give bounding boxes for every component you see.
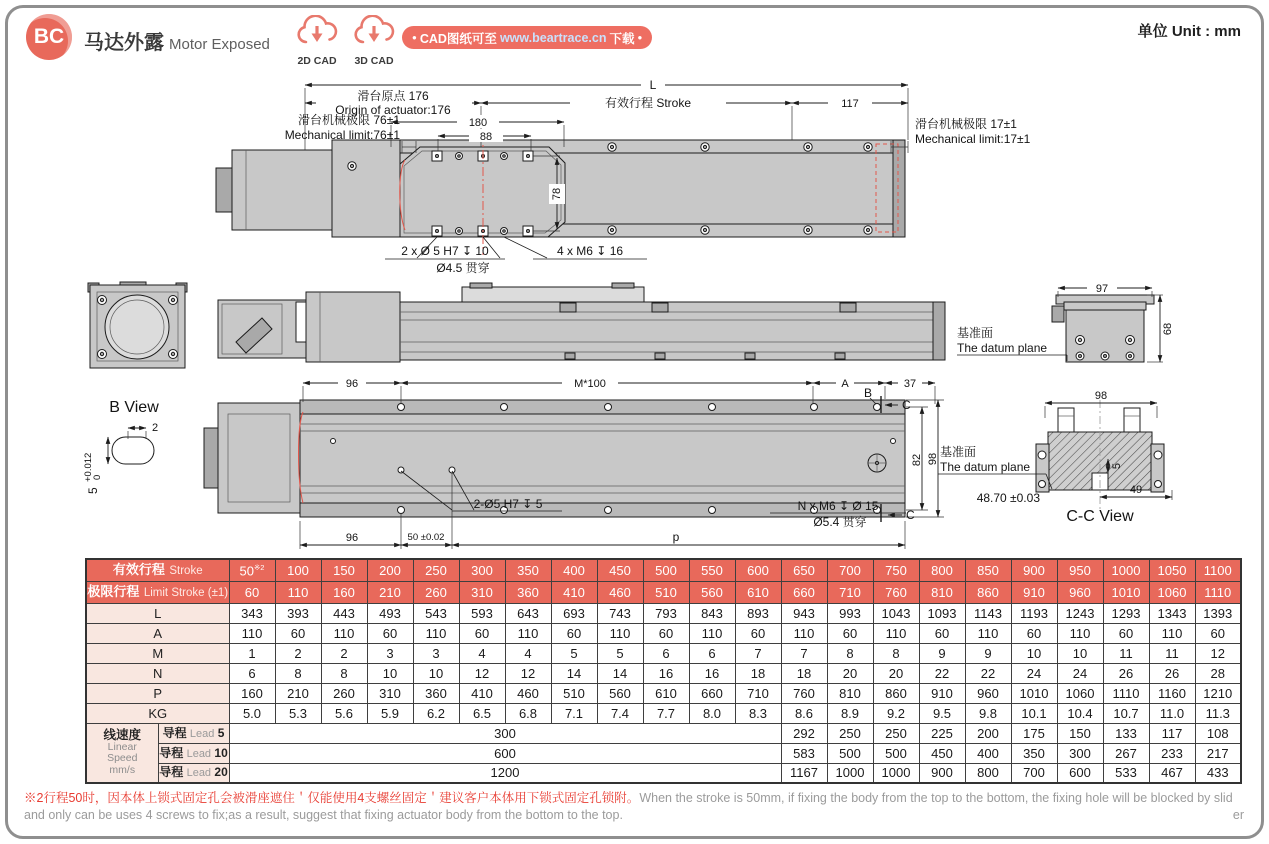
spec-cell: 160 <box>229 683 275 703</box>
speed-cell: 292 <box>781 723 827 743</box>
limit-stroke-cell: 60 <box>229 581 275 603</box>
spec-cell: 110 <box>689 623 735 643</box>
spec-cell: 743 <box>597 603 643 623</box>
dim-97-label: 97 <box>1095 283 1109 295</box>
callout-pin-label: 2 x Ø 5 H7 ↧ 10 <box>401 244 489 258</box>
page-title <box>84 26 270 55</box>
speed-cell: 133 <box>1103 723 1149 743</box>
stroke-row-label: 有效行程 Stroke <box>86 559 229 581</box>
dim-98-cc-label: 98 <box>1094 390 1108 402</box>
stroke-col-header: 900 <box>1011 559 1057 581</box>
cad-3d-label: 3D CAD <box>354 55 394 67</box>
spec-cell: 9.2 <box>873 703 919 723</box>
spec-cell: 60 <box>919 623 965 643</box>
pill-url: www.beartrace.cn <box>499 30 607 45</box>
spec-cell: 26 <box>1149 663 1195 683</box>
limit-stroke-cell: 960 <box>1057 581 1103 603</box>
limit-stroke-cell: 310 <box>459 581 505 603</box>
spec-cell: 510 <box>551 683 597 703</box>
speed-cell: 467 <box>1149 763 1195 783</box>
limit-stroke-cell: 1010 <box>1103 581 1149 603</box>
spec-cell: 16 <box>689 663 735 683</box>
spec-cell: 60 <box>1011 623 1057 643</box>
spec-cell: 110 <box>965 623 1011 643</box>
spec-cell: 1243 <box>1057 603 1103 623</box>
spec-cell: 1210 <box>1195 683 1241 703</box>
stroke-col-header: 100 <box>275 559 321 581</box>
spec-cell: 5.0 <box>229 703 275 723</box>
spec-cell: 11.0 <box>1149 703 1195 723</box>
limit-stroke-cell: 760 <box>873 581 919 603</box>
spec-cell: 710 <box>735 683 781 703</box>
unit-label: 单位 Unit : mm <box>1137 23 1241 40</box>
speed-cell: 250 <box>827 723 873 743</box>
spec-row-label: P <box>86 683 229 703</box>
callout-pin2-label: Ø4.5 贯穿 <box>436 261 490 275</box>
spec-cell: 8.6 <box>781 703 827 723</box>
spec-cell: 1143 <box>965 603 1011 623</box>
datum-cc-label-zh: 基准面 <box>940 445 977 459</box>
dim-88-label: 88 <box>479 131 493 143</box>
speed-cell: 233 <box>1149 743 1195 763</box>
dim-5-tolerance-label <box>83 453 103 494</box>
spec-cell: 6 <box>643 643 689 663</box>
limit-stroke-cell: 810 <box>919 581 965 603</box>
spec-cell: 660 <box>689 683 735 703</box>
title-zh: 马达外露 <box>84 32 164 54</box>
spec-cell: 393 <box>275 603 321 623</box>
spec-cell: 16 <box>643 663 689 683</box>
spec-cell: 260 <box>321 683 367 703</box>
spec-cell: 8.3 <box>735 703 781 723</box>
spec-cell: 110 <box>781 623 827 643</box>
spec-cell: 11 <box>1103 643 1149 663</box>
b-view-title: B View <box>109 399 159 416</box>
spec-cell: 993 <box>827 603 873 623</box>
mech-limit-right-zh: 滑台机械极限 17±1 <box>915 117 1017 131</box>
spec-cell: 7 <box>735 643 781 663</box>
spec-cell: 860 <box>873 683 919 703</box>
spec-cell: 610 <box>643 683 689 703</box>
spec-cell: 110 <box>873 623 919 643</box>
stroke-col-header: 950 <box>1057 559 1103 581</box>
spec-cell: 110 <box>505 623 551 643</box>
spec-cell: 10 <box>413 663 459 683</box>
spec-cell: 7.4 <box>597 703 643 723</box>
cad-2d-download[interactable] <box>291 15 343 67</box>
limit-stroke-cell: 110 <box>275 581 321 603</box>
dim-96-top-label: 96 <box>345 378 359 390</box>
origin-label-zh: 滑台原点 176 <box>357 89 429 103</box>
side-view-drawing <box>1052 295 1154 362</box>
spec-cell: 10.7 <box>1103 703 1149 723</box>
spec-cell: 11.3 <box>1195 703 1241 723</box>
limit-stroke-cell: 860 <box>965 581 1011 603</box>
spec-cell: 1160 <box>1149 683 1195 703</box>
spec-cell: 6 <box>689 643 735 663</box>
spec-cell: 493 <box>367 603 413 623</box>
dim-2-label: 2 <box>152 422 159 434</box>
stroke-col-header: 350 <box>505 559 551 581</box>
spec-cell: 60 <box>367 623 413 643</box>
spec-cell: 2 <box>275 643 321 663</box>
spec-cell: 843 <box>689 603 735 623</box>
speed-cell: 433 <box>1195 763 1241 783</box>
stroke-col-header: 150 <box>321 559 367 581</box>
datum-label-en: The datum plane <box>957 341 1048 355</box>
spec-cell: 26 <box>1103 663 1149 683</box>
spec-cell: 6.5 <box>459 703 505 723</box>
spec-cell: 60 <box>735 623 781 643</box>
front-view-drawing <box>88 282 187 368</box>
callout-m6-bottom-label: N x M6 ↧ Ø 15 <box>797 499 879 513</box>
bullet-icon: ● <box>637 33 643 42</box>
spec-cell: 7 <box>781 643 827 663</box>
callout-m6-bottom2-label: Ø5.4 贯穿 <box>813 515 867 529</box>
spec-cell: 24 <box>1057 663 1103 683</box>
limit-stroke-cell: 510 <box>643 581 689 603</box>
footnote-zh: ※2行程50时，因本体上锁式固定孔会被滑座遮住＇仅能使用4支螺丝固定＇建议客户本体用下锁式固定孔锁附。 <box>24 791 640 805</box>
mech-limit-left-zh: 滑台机械极限 76±1 <box>298 113 400 127</box>
label-c-bottom: C <box>906 508 915 522</box>
spec-cell: 10 <box>367 663 413 683</box>
dim-37-label: 37 <box>903 378 917 390</box>
spec-cell: 5.3 <box>275 703 321 723</box>
spec-cell: 1060 <box>1057 683 1103 703</box>
cloud-download-icon <box>294 15 340 51</box>
label-a: A <box>841 378 849 390</box>
stroke-col-header: 550 <box>689 559 735 581</box>
spec-cell: 5.6 <box>321 703 367 723</box>
callout-pin-bottom-label: 2-Ø5 H7 ↧ 5 <box>473 497 543 511</box>
spec-cell: 20 <box>873 663 919 683</box>
spec-cell: 4 <box>459 643 505 663</box>
speed-cell: 217 <box>1195 743 1241 763</box>
spec-cell: 560 <box>597 683 643 703</box>
speed-cell: 700 <box>1011 763 1057 783</box>
dim-L-label: L <box>649 78 657 92</box>
spec-cell: 60 <box>275 623 321 643</box>
spec-cell: 1193 <box>1011 603 1057 623</box>
tol-lower-label: 0 <box>92 474 103 480</box>
spec-cell: 8 <box>873 643 919 663</box>
spec-cell: 1093 <box>919 603 965 623</box>
limit-stroke-cell: 910 <box>1011 581 1057 603</box>
limit-stroke-cell: 660 <box>781 581 827 603</box>
spec-cell: 110 <box>597 623 643 643</box>
spec-cell: 8 <box>321 663 367 683</box>
dim-117-label: 117 <box>841 98 859 110</box>
spec-row-label: KG <box>86 703 229 723</box>
spec-cell: 60 <box>1195 623 1241 643</box>
speed-cell: 1000 <box>827 763 873 783</box>
dim-4870-label: 48.70 ±0.03 <box>976 491 1040 505</box>
dim-p-label: p <box>672 530 680 544</box>
limit-stroke-cell: 260 <box>413 581 459 603</box>
speed-merged-cell: 300 <box>229 723 781 743</box>
spec-cell: 1393 <box>1195 603 1241 623</box>
spec-cell: 543 <box>413 603 459 623</box>
cc-section-drawing <box>1036 400 1164 512</box>
spec-cell: 593 <box>459 603 505 623</box>
spec-table <box>85 558 1242 784</box>
model-badge: BC <box>26 14 72 60</box>
speed-cell: 175 <box>1011 723 1057 743</box>
footnote-en2: and only can be uses 4 screws to fix;as a result, suggest that fixing actuator body from the bottom to the top. <box>24 807 623 822</box>
speed-cell: 225 <box>919 723 965 743</box>
spec-cell: 6 <box>229 663 275 683</box>
lead-row-label: 导程 Lead 5 <box>158 723 229 743</box>
spec-cell: 110 <box>1149 623 1195 643</box>
spec-cell: 443 <box>321 603 367 623</box>
origin-label-en: Origin of actuator:176 <box>335 103 451 117</box>
dim-68-label: 68 <box>1162 322 1174 336</box>
spec-cell: 360 <box>413 683 459 703</box>
dim-82-label: 82 <box>911 453 923 467</box>
speed-cell: 200 <box>965 723 1011 743</box>
speed-cell: 800 <box>965 763 1011 783</box>
spec-cell: 793 <box>643 603 689 623</box>
cad-2d-label: 2D CAD <box>297 55 337 67</box>
linear-speed-label: 线速度 Linear Speed mm/s <box>86 723 158 783</box>
lead-row-label: 导程 Lead 20 <box>158 763 229 783</box>
speed-cell: 1167 <box>781 763 827 783</box>
limit-stroke-cell: 1060 <box>1149 581 1195 603</box>
speed-cell: 583 <box>781 743 827 763</box>
spec-cell: 1343 <box>1149 603 1195 623</box>
spec-cell: 310 <box>367 683 413 703</box>
stroke-col-header: 200 <box>367 559 413 581</box>
spec-cell: 1 <box>229 643 275 663</box>
spec-row-label: N <box>86 663 229 683</box>
spec-cell: 60 <box>1103 623 1149 643</box>
cc-view-title: C-C View <box>1066 508 1134 525</box>
spec-cell: 12 <box>505 663 551 683</box>
bullet-icon: ● <box>412 33 417 42</box>
stroke-col-header: 300 <box>459 559 505 581</box>
dim-5-label: 5 <box>86 487 100 494</box>
stroke-col-header: 850 <box>965 559 1011 581</box>
dim-m100-label: M*100 <box>574 378 606 390</box>
spec-cell: 2 <box>321 643 367 663</box>
spec-cell: 8.9 <box>827 703 873 723</box>
spec-cell: 18 <box>781 663 827 683</box>
spec-cell: 9 <box>965 643 1011 663</box>
speed-cell: 1000 <box>873 763 919 783</box>
spec-cell: 6.2 <box>413 703 459 723</box>
stroke-col-header: 1050 <box>1149 559 1195 581</box>
spec-cell: 643 <box>505 603 551 623</box>
spec-cell: 9 <box>919 643 965 663</box>
limit-stroke-cell: 610 <box>735 581 781 603</box>
spec-cell: 12 <box>1195 643 1241 663</box>
label-b: B <box>863 386 873 400</box>
spec-cell: 14 <box>597 663 643 683</box>
speed-cell: 117 <box>1149 723 1195 743</box>
spec-cell: 760 <box>781 683 827 703</box>
spec-cell: 8 <box>827 643 873 663</box>
speed-cell: 108 <box>1195 723 1241 743</box>
spec-cell: 343 <box>229 603 275 623</box>
speed-cell: 300 <box>1057 743 1103 763</box>
b-view-drawing <box>112 437 154 464</box>
spec-cell: 1043 <box>873 603 919 623</box>
datum-cc-label-en: The datum plane <box>940 460 1031 474</box>
spec-cell: 14 <box>551 663 597 683</box>
cad-3d-download[interactable] <box>348 15 400 67</box>
pill-text-2: 下载 <box>609 31 635 46</box>
speed-cell: 450 <box>919 743 965 763</box>
spec-cell: 3 <box>367 643 413 663</box>
spec-cell: 22 <box>965 663 1011 683</box>
side-elevation-drawing <box>218 283 945 362</box>
footnote-en1: When the stroke is 50mm, if fixing the body from the top to the bottom, the fixing hole will be blocked by slid <box>639 791 1233 805</box>
stroke-col-header: 500 <box>643 559 689 581</box>
spec-cell: 893 <box>735 603 781 623</box>
stroke-col-header: 750 <box>873 559 919 581</box>
mech-limit-left-en: Mechanical limit:76±1 <box>284 128 400 142</box>
spec-cell: 810 <box>827 683 873 703</box>
stroke-col-header: 600 <box>735 559 781 581</box>
spec-cell: 1010 <box>1011 683 1057 703</box>
spec-cell: 10.1 <box>1011 703 1057 723</box>
spec-cell: 60 <box>827 623 873 643</box>
spec-cell: 5 <box>551 643 597 663</box>
stroke-col-header: 1000 <box>1103 559 1149 581</box>
spec-cell: 5.9 <box>367 703 413 723</box>
spec-cell: 960 <box>965 683 1011 703</box>
spec-row-label: M <box>86 643 229 663</box>
spec-cell: 9.8 <box>965 703 1011 723</box>
dim-180-label: 180 <box>468 117 488 129</box>
spec-cell: 110 <box>229 623 275 643</box>
limit-stroke-cell: 410 <box>551 581 597 603</box>
spec-cell: 7.7 <box>643 703 689 723</box>
limit-stroke-cell: 360 <box>505 581 551 603</box>
callout-m6-label: 4 x M6 ↧ 16 <box>556 244 624 258</box>
dim-5-cc-label: 5 <box>1111 462 1123 470</box>
pill-text: CAD图纸可至 <box>419 31 497 46</box>
spec-cell: 28 <box>1195 663 1241 683</box>
stroke-col-header: 450 <box>597 559 643 581</box>
stroke-col-header: 700 <box>827 559 873 581</box>
dim-50-label: 50 ±0.02 <box>407 532 445 543</box>
speed-cell: 500 <box>873 743 919 763</box>
spec-cell: 60 <box>551 623 597 643</box>
stroke-col-header: 650 <box>781 559 827 581</box>
label-c-top: C <box>902 398 911 412</box>
spec-cell: 1110 <box>1103 683 1149 703</box>
spec-cell: 693 <box>551 603 597 623</box>
title-en: Motor Exposed <box>169 36 270 53</box>
stroke-col-header: 250 <box>413 559 459 581</box>
spec-cell: 6.8 <box>505 703 551 723</box>
spec-cell: 20 <box>827 663 873 683</box>
spec-cell: 18 <box>735 663 781 683</box>
speed-cell: 350 <box>1011 743 1057 763</box>
spec-cell: 10.4 <box>1057 703 1103 723</box>
dim-49-label: 49 <box>1129 484 1143 496</box>
limit-stroke-cell: 1110 <box>1195 581 1241 603</box>
mech-limit-right-en: Mechanical limit:17±1 <box>915 132 1031 146</box>
tol-upper-label: +0.012 <box>83 452 94 482</box>
stroke-col-header: 50$^{※2}$ <box>229 559 275 581</box>
spec-cell: 7.1 <box>551 703 597 723</box>
limit-stroke-cell: 560 <box>689 581 735 603</box>
spec-cell: 943 <box>781 603 827 623</box>
stroke-col-header: 400 <box>551 559 597 581</box>
spec-cell: 910 <box>919 683 965 703</box>
speed-cell: 500 <box>827 743 873 763</box>
speed-cell: 250 <box>873 723 919 743</box>
spec-row-label: A <box>86 623 229 643</box>
spec-cell: 460 <box>505 683 551 703</box>
stroke-col-header: 800 <box>919 559 965 581</box>
spec-cell: 10 <box>1057 643 1103 663</box>
dim-98-side-label: 98 <box>927 452 939 466</box>
technical-drawing <box>0 70 1269 558</box>
speed-merged-cell: 600 <box>229 743 781 763</box>
spec-cell: 12 <box>459 663 505 683</box>
limit-stroke-cell: 710 <box>827 581 873 603</box>
speed-cell: 400 <box>965 743 1011 763</box>
limit-stroke-cell: 160 <box>321 581 367 603</box>
spec-cell: 110 <box>413 623 459 643</box>
speed-cell: 600 <box>1057 763 1103 783</box>
spec-cell: 8.0 <box>689 703 735 723</box>
limit-stroke-cell: 460 <box>597 581 643 603</box>
limit-stroke-row-label: 极限行程 Limit Stroke (±1) <box>86 581 229 603</box>
spec-cell: 60 <box>459 623 505 643</box>
speed-cell: 150 <box>1057 723 1103 743</box>
spec-cell: 9.5 <box>919 703 965 723</box>
cad-download-link[interactable] <box>402 26 652 49</box>
spec-cell: 10 <box>1011 643 1057 663</box>
limit-stroke-cell: 210 <box>367 581 413 603</box>
datum-label-zh: 基准面 <box>957 326 994 340</box>
speed-merged-cell: 1200 <box>229 763 781 783</box>
spec-cell: 110 <box>1057 623 1103 643</box>
spec-cell: 110 <box>321 623 367 643</box>
spec-cell: 210 <box>275 683 321 703</box>
spec-cell: 3 <box>413 643 459 663</box>
speed-cell: 900 <box>919 763 965 783</box>
spec-cell: 4 <box>505 643 551 663</box>
speed-cell: 267 <box>1103 743 1149 763</box>
spec-cell: 1293 <box>1103 603 1149 623</box>
spec-cell: 410 <box>459 683 505 703</box>
stroke-dim-label: 有效行程 Stroke <box>604 96 692 110</box>
lead-row-label: 导程 Lead 10 <box>158 743 229 763</box>
cloud-download-icon <box>351 15 397 51</box>
spec-row-label: L <box>86 603 229 623</box>
footnote <box>24 790 1244 824</box>
dim-78-label: 78 <box>551 187 563 201</box>
spec-cell: 5 <box>597 643 643 663</box>
footnote-en-wrap: er <box>1232 808 1244 822</box>
spec-cell: 60 <box>643 623 689 643</box>
spec-cell: 8 <box>275 663 321 683</box>
dim-96-bottom-label: 96 <box>345 532 359 544</box>
spec-cell: 11 <box>1149 643 1195 663</box>
stroke-col-header: 1100 <box>1195 559 1241 581</box>
spec-cell: 22 <box>919 663 965 683</box>
speed-cell: 533 <box>1103 763 1149 783</box>
spec-cell: 24 <box>1011 663 1057 683</box>
